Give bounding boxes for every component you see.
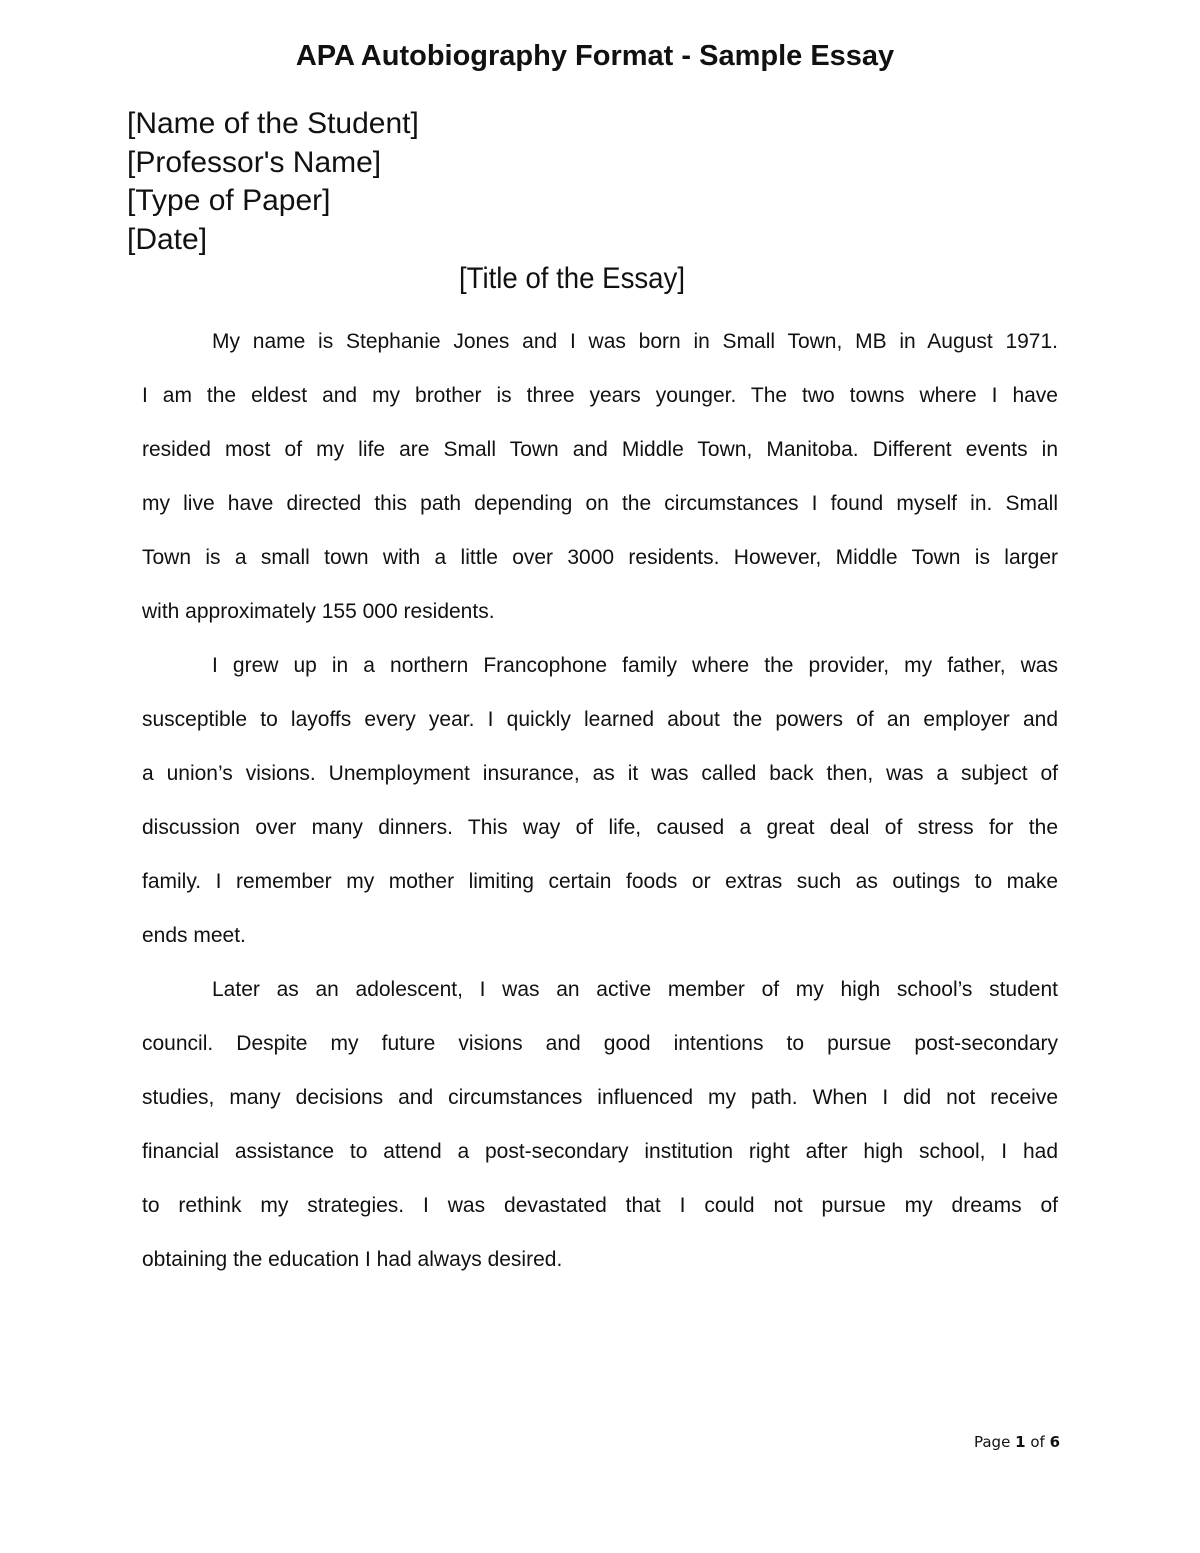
paragraph-line: a union’s visions. Unemployment insurance, as it was called back then, was a subject of xyxy=(142,762,1058,785)
paragraph-line: My name is Stephanie Jones and I was born in Small Town, MB in August 1971. xyxy=(212,330,1058,353)
page-number-footer xyxy=(960,1433,1060,1451)
paragraph-line: Later as an adolescent, I was an active member of my high school’s student xyxy=(212,978,1058,1001)
paragraph-line: studies, many decisions and circumstances influenced my path. When I did not receive xyxy=(142,1086,1058,1109)
total-pages-number: 6 xyxy=(1049,1433,1060,1451)
paragraph-line: I am the eldest and my brother is three years younger. The two towns where I have xyxy=(142,384,1058,407)
paragraph-line: financial assistance to attend a post-secondary institution right after high school, I had xyxy=(142,1140,1058,1163)
student-name-field: [Name of the Student] xyxy=(127,107,419,140)
paragraph-line: my live have directed this path depending on the circumstances I found myself in. Small xyxy=(142,492,1058,515)
page-label: Page xyxy=(973,1433,1011,1451)
of-label: of xyxy=(1030,1433,1045,1451)
paragraph-line: ends meet. xyxy=(142,924,246,947)
paper-type-field: [Type of Paper] xyxy=(127,184,331,217)
essay-title: [Title of the Essay] xyxy=(458,262,686,295)
paragraph-line: resided most of my life are Small Town and Middle Town, Manitoba. Different events in xyxy=(142,438,1058,461)
paragraph-line: council. Despite my future visions and good intentions to pursue post-secondary xyxy=(142,1032,1058,1055)
current-page-number: 1 xyxy=(1015,1433,1026,1451)
paragraph-line: family. I remember my mother limiting certain foods or extras such as outings to make xyxy=(142,870,1058,893)
apa-header-block xyxy=(127,105,419,259)
paragraph-line: I grew up in a northern Francophone family where the provider, my father, was xyxy=(212,654,1058,677)
paragraph-line: susceptible to layoffs every year. I quickly learned about the powers of an employer and xyxy=(142,708,1058,731)
paragraph-line: with approximately 155 000 residents. xyxy=(142,600,495,623)
document-title: APA Autobiography Format - Sample Essay xyxy=(295,40,895,72)
paragraph-line: to rethink my strategies. I was devastated that I could not pursue my dreams of xyxy=(142,1194,1058,1217)
professor-name-field: [Professor's Name] xyxy=(127,145,382,179)
paragraph-line: Town is a small town with a little over 3000 residents. However, Middle Town is larger xyxy=(142,546,1058,569)
paragraph-line: discussion over many dinners. This way of life, caused a great deal of stress for the xyxy=(142,816,1058,839)
paragraph-line: obtaining the education I had always desired. xyxy=(142,1248,563,1271)
date-field: [Date] xyxy=(127,222,208,256)
